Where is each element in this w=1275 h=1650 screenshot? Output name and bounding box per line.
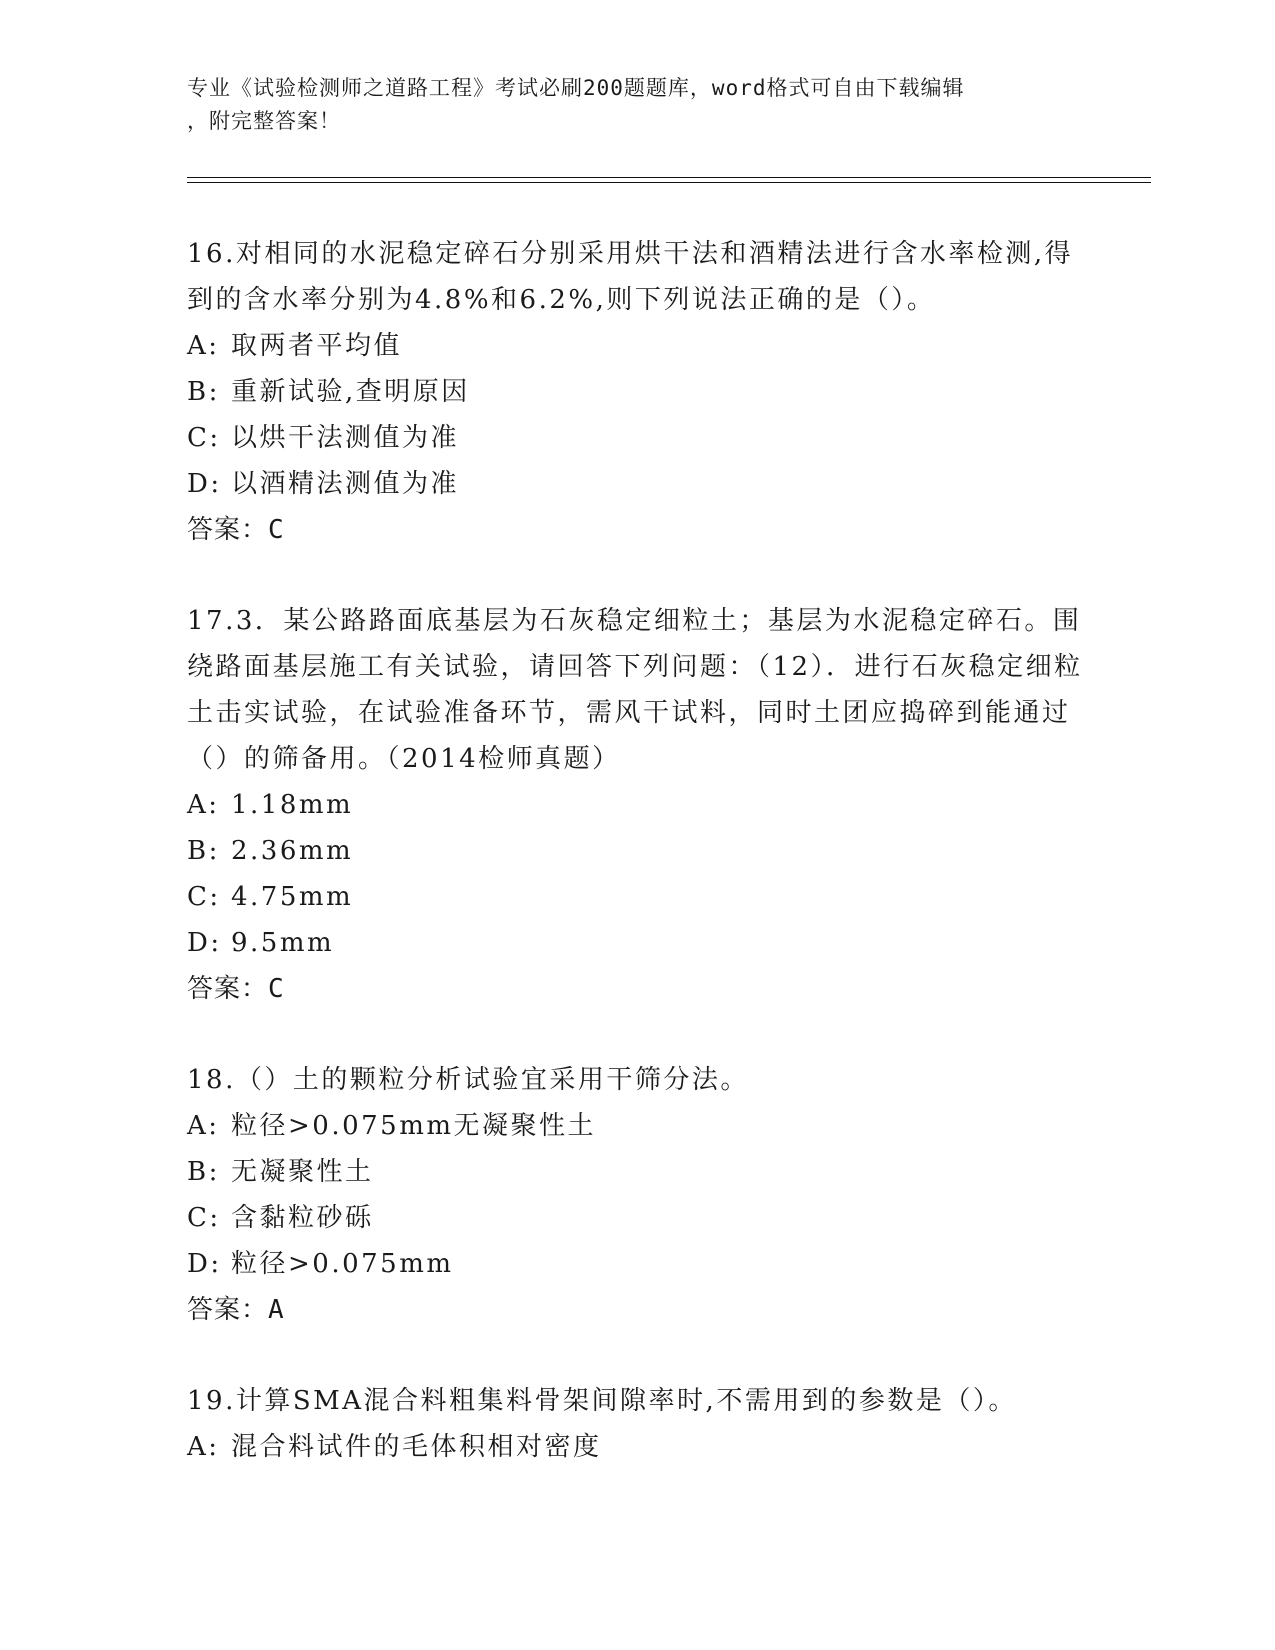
option-text: 粒径>0.075mm无凝聚性土 — [231, 1111, 597, 1141]
question-text: 17.3．某公路路面底基层为石灰稳定细粒土；基层为水泥稳定碎石。围绕路面基层施工有关试验，请回答下列问题：（12）．进行石灰稳定细粒土击实试验，在试验准备环节，需风干试料，同时土团应捣碎到能通过（）的筛备用。（2014检师真题） — [187, 606, 1083, 774]
question-text: 19.计算SMA混合料粗集料骨架间隙率时,不需用到的参数是（）。 — [187, 1386, 1017, 1416]
option-label: C: — [187, 882, 221, 912]
option-label: A: — [187, 790, 220, 820]
option-label: D: — [187, 469, 222, 499]
option-label: B: — [187, 836, 220, 866]
option-text: 重新试验,查明原因 — [231, 377, 470, 407]
question-text: 16.对相同的水泥稳定碎石分别采用烘干法和酒精法进行含水率检测,得到的含水率分别为4.8%和6.2%,则下列说法正确的是（）。 — [187, 239, 1074, 315]
option-text: 2.36mm — [231, 836, 354, 866]
answer-line: 答案：C — [187, 974, 285, 1004]
option-text: 以酒精法测值为准 — [231, 469, 460, 499]
answer-line: 答案：A — [187, 1295, 285, 1325]
option-text: 无凝聚性土 — [231, 1157, 374, 1187]
option-text: 4.75mm — [231, 882, 354, 912]
option-a — [187, 782, 1087, 828]
option-text: 含黏粒砂砾 — [231, 1203, 374, 1233]
question-18 — [187, 1057, 1087, 1333]
header-title-line1: 专业《试验检测师之道路工程》考试必刷200题题库，word格式可自由下载编辑 — [187, 76, 965, 100]
option-d — [187, 1241, 1087, 1287]
option-label: A: — [187, 331, 220, 361]
option-text: 1.18mm — [231, 790, 354, 820]
option-c — [187, 1195, 1087, 1241]
header-title-line2: ，附完整答案！ — [187, 109, 341, 133]
question-17 — [187, 598, 1087, 1012]
option-text: 粒径>0.075mm — [231, 1249, 454, 1279]
question-list — [187, 231, 1087, 1515]
answer-line: 答案：C — [187, 515, 285, 545]
question-19 — [187, 1378, 1087, 1470]
option-text: 取两者平均值 — [231, 331, 403, 361]
option-a — [187, 323, 1087, 369]
option-label: B: — [187, 1157, 220, 1187]
option-label: B: — [187, 377, 220, 407]
option-d — [187, 920, 1087, 966]
option-label: A: — [187, 1111, 220, 1141]
option-label: D: — [187, 928, 222, 958]
option-d — [187, 461, 1087, 507]
document-header — [187, 72, 1067, 138]
option-text: 以烘干法测值为准 — [231, 423, 460, 453]
header-divider-bottom — [187, 182, 1151, 183]
option-a — [187, 1424, 1087, 1470]
option-text: 9.5mm — [231, 928, 335, 958]
question-16 — [187, 231, 1087, 553]
question-text: 18.（）土的颗粒分析试验宜采用干筛分法。 — [187, 1065, 749, 1095]
option-b — [187, 828, 1087, 874]
option-label: A: — [187, 1432, 220, 1462]
option-c — [187, 874, 1087, 920]
option-b — [187, 369, 1087, 415]
option-c — [187, 415, 1087, 461]
option-label: C: — [187, 423, 221, 453]
header-divider-top — [187, 177, 1151, 178]
option-label: D: — [187, 1249, 222, 1279]
option-text: 混合料试件的毛体积相对密度 — [231, 1432, 602, 1462]
option-label: C: — [187, 1203, 221, 1233]
option-b — [187, 1149, 1087, 1195]
option-a — [187, 1103, 1087, 1149]
